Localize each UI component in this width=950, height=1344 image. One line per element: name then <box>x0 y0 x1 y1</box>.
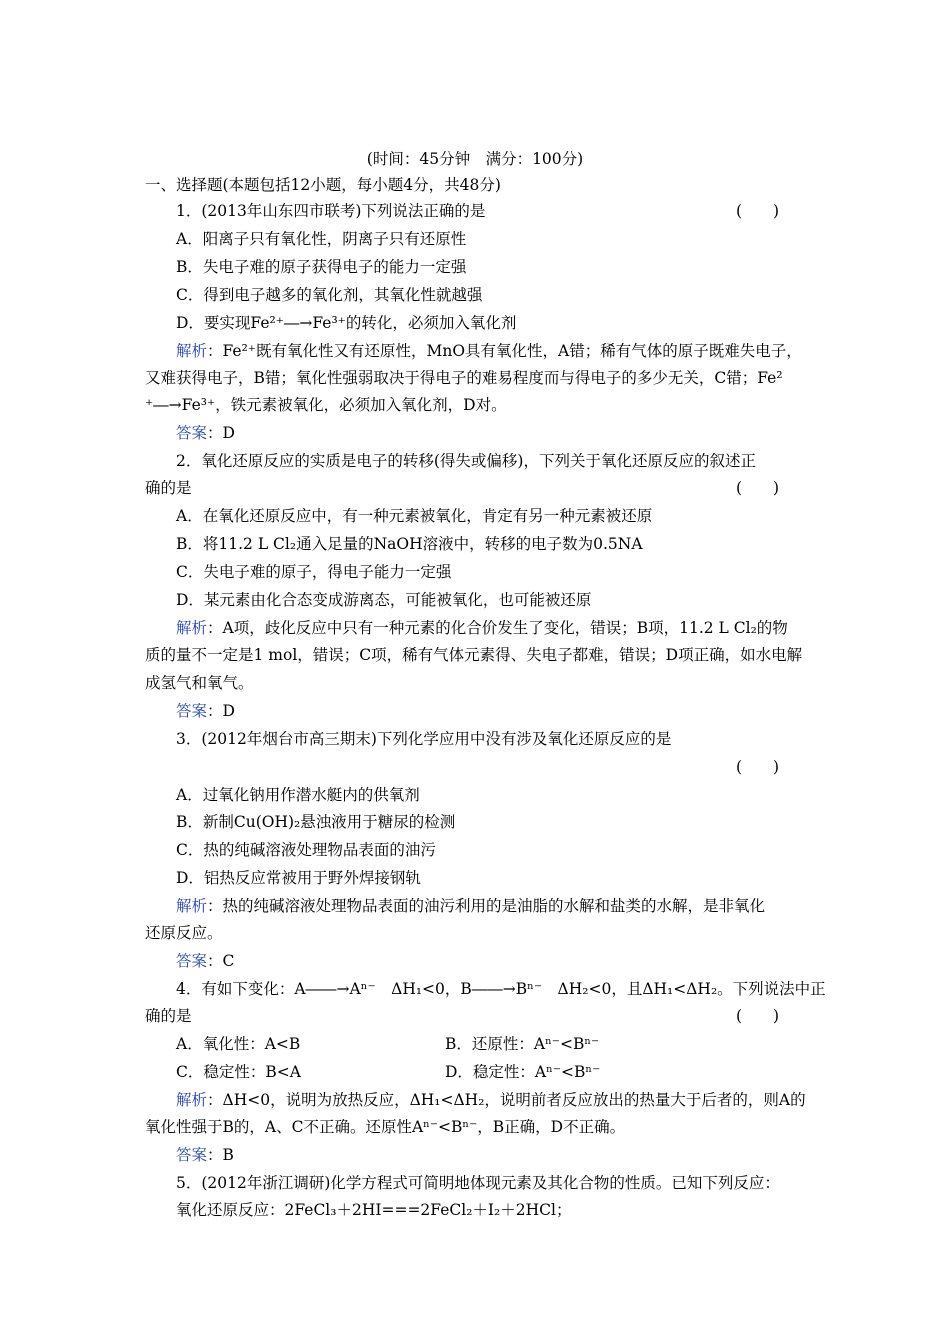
q1-option-c: C．得到电子越多的氧化剂，其氧化性就越强 <box>176 286 483 304</box>
q4-stem-line2: 确的是 <box>145 1007 192 1025</box>
q4-option-b: B．还原性：Aⁿ⁻<Bⁿ⁻ <box>445 1035 600 1053</box>
q1-analysis-line3: ⁺―→Fe³⁺，铁元素被氧化，必须加入氧化剂，D对。 <box>145 396 507 414</box>
q3-stem: 3．(2012年烟台市高三期末)下列化学应用中没有涉及氧化还原反应的是 <box>176 730 672 748</box>
q4-option-d: D．稳定性：Aⁿ⁻<Bⁿ⁻ <box>445 1063 601 1081</box>
q2-option-c: C．失电子难的原子，得电子能力一定强 <box>176 563 452 581</box>
q1-option-d: D．要实现Fe²⁺―→Fe³⁺的转化，必须加入氧化剂 <box>176 314 517 332</box>
q3-analysis-line2: 还原反应。 <box>145 924 223 942</box>
q1-option-a: A．阳离子只有氧化性，阴离子只有还原性 <box>176 230 467 248</box>
q4-stem-line1: 4．有如下变化：A――→Aⁿ⁻ ΔH₁<0，B――→Bⁿ⁻ ΔH₂<0，且ΔH₁<ΔH₂。下列说法中正 <box>176 980 826 998</box>
q3-answer: 答案：C <box>176 952 235 970</box>
q1-option-b: B．失电子难的原子获得电子的能力一定强 <box>176 258 467 276</box>
q2-stem-line1: 2．氧化还原反应的实质是电子的转移(得失或偏移)，下列关于氧化还原反应的叙述正 <box>176 452 756 470</box>
q3-option-a: A．过氧化钠用作潜水艇内的供氧剂 <box>176 786 420 804</box>
q3-option-b: B．新制Cu(OH)₂悬浊液用于糖尿的检测 <box>176 813 456 831</box>
answer-label: 答案 <box>176 702 208 720</box>
q1-answer: 答案：D <box>176 424 235 442</box>
q5-reaction-line: 氧化还原反应：2FeCl₃＋2HI===2FeCl₂＋I₂＋2HCl； <box>176 1201 572 1219</box>
analysis-label: 解析 <box>176 1091 208 1109</box>
q4-option-a: A．氧化性：A<B <box>176 1035 301 1053</box>
q2-analysis-line1: 解析：A项，歧化反应中只有一种元素的化合价发生了变化，错误；B项，11.2 L Cl₂的物 <box>176 619 788 637</box>
q3-option-d: D．铝热反应常被用于野外焊接钢轨 <box>176 869 421 887</box>
q5-stem: 5．(2012年浙江调研)化学方程式可简明地体现元素及其化合物的性质。已知下列反应： <box>176 1174 780 1192</box>
q4-option-c: C．稳定性：B<A <box>176 1063 301 1081</box>
q1-stem: 1．(2013年山东四市联考)下列说法正确的是 <box>176 202 486 220</box>
q4-analysis-line2: 氧化性强于B的，A、C不正确。还原性Aⁿ⁻<Bⁿ⁻，B正确，D不正确。 <box>145 1118 626 1136</box>
answer-label: 答案 <box>176 1146 208 1164</box>
q2-analysis-line3: 成氢气和氧气。 <box>145 674 254 692</box>
q2-option-b: B．将11.2 L Cl₂通入足量的NaOH溶液中，转移的电子数为0.5NA <box>176 535 643 553</box>
q4-analysis-line1: 解析：ΔH<0，说明为放热反应，ΔH₁<ΔH₂，说明前者反应放出的热量大于后者的，则A的 <box>176 1091 806 1109</box>
answer-label: 答案 <box>176 424 208 442</box>
q2-option-a: A．在氧化还原反应中，有一种元素被氧化，肯定有另一种元素被还原 <box>176 507 653 525</box>
analysis-label: 解析 <box>176 342 208 360</box>
q1-answer-blank: ( ) <box>736 202 780 220</box>
analysis-label: 解析 <box>176 897 208 915</box>
q3-answer-blank: ( ) <box>736 758 780 776</box>
section-title: 一、选择题(本题包括12小题，每小题4分，共48分) <box>145 176 501 194</box>
q2-stem-line2: 确的是 <box>145 479 192 497</box>
q2-option-d: D．某元素由化合态变成游离态，可能被氧化，也可能被还原 <box>176 591 592 609</box>
time-score-line: (时间：45分钟 满分：100分) <box>366 150 584 168</box>
q3-option-c: C．热的纯碱溶液处理物品表面的油污 <box>176 841 436 859</box>
q4-answer-blank: ( ) <box>736 1007 780 1025</box>
q2-answer-blank: ( ) <box>736 479 780 497</box>
q2-analysis-line2: 质的量不一定是1 mol，错误；C项，稀有气体元素得、失电子都难，错误；D项正确，如水电解 <box>145 646 803 664</box>
analysis-label: 解析 <box>176 619 208 637</box>
q1-analysis-line2: 又难获得电子，B错；氧化性强弱取决于得电子的难易程度而与得电子的多少无关，C错；Fe² <box>145 369 783 387</box>
q4-answer: 答案：B <box>176 1146 234 1164</box>
q1-analysis-line1: 解析：Fe²⁺既有氧化性又有还原性，MnO具有氧化性，A错；稀有气体的原子既难失电子， <box>176 342 802 360</box>
q2-answer: 答案：D <box>176 702 235 720</box>
answer-label: 答案 <box>176 952 208 970</box>
q3-analysis-line1: 解析：热的纯碱溶液处理物品表面的油污利用的是油脂的水解和盐类的水解，是非氧化 <box>176 897 766 915</box>
